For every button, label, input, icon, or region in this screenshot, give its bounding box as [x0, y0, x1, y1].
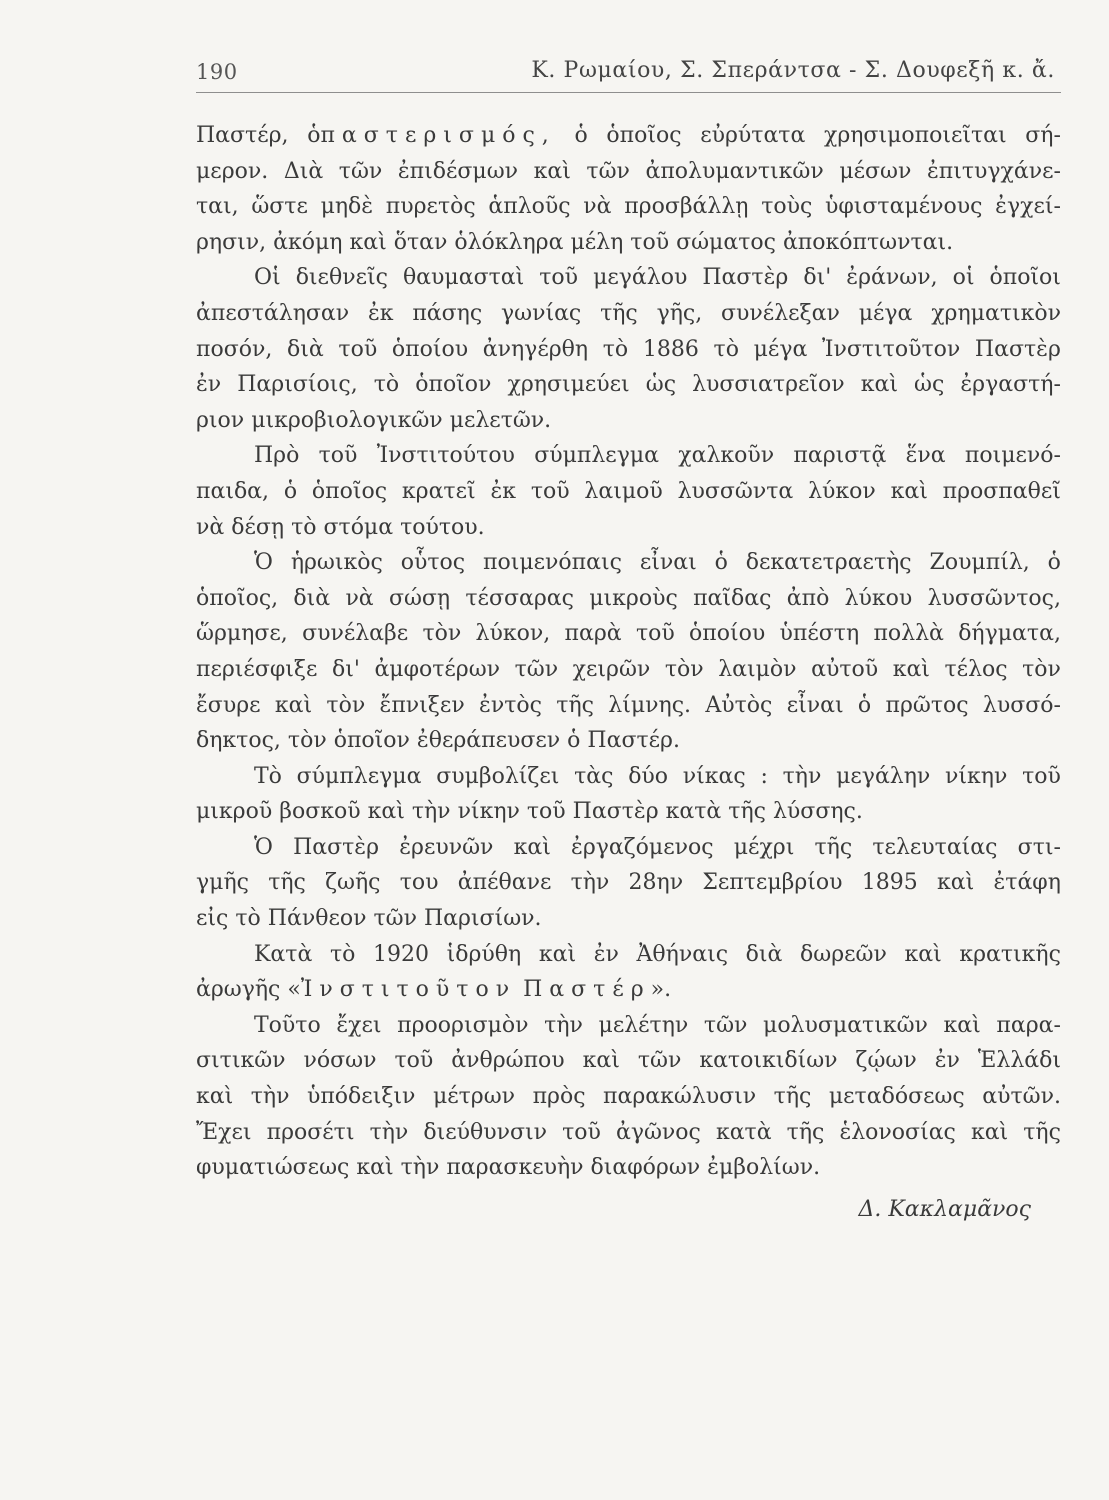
- text-line: ὁποῖος, διὰ νὰ σώσῃ τέσσαρας μικροὺς παῖδας ἀπὸ λύκου λυσσῶντος,: [196, 585, 1061, 611]
- text-line: ρησιν, ἀκόμη καὶ ὅταν ὁλόκληρα μέλη τοῦ σώματος ἀποκόπτωνται.: [196, 229, 954, 255]
- text-line: ται, ὥστε μηδὲ πυρετὸς ἁπλοῦς νὰ προσβάλλῃ τοὺς ὑφισταμένους ἐγχεί-: [196, 194, 1061, 220]
- text-line: ποσόν, διὰ τοῦ ὁποίου ἀνηγέρθη τὸ 1886 τὸ μέγα Ἰνστιτοῦτον Παστὲρ: [196, 336, 1061, 362]
- text-line: Πρὸ τοῦ Ἰνστιτούτου σύμπλεγμα χαλκοῦν παριστᾷ ἕνα ποιμενό-: [254, 443, 1061, 469]
- text-line: ἐν Παρισίοις, τὸ ὁποῖον χρησιμεύει ὡς λυσσιατρεῖον καὶ ὡς ἐργαστή-: [196, 372, 1061, 398]
- text-line: Τὸ σύμπλεγμα συμβολίζει τὰς δύο νίκας : τὴν μεγάλην νίκην τοῦ: [254, 763, 1061, 789]
- body-text: [196, 118, 1061, 1230]
- text-line: εἰς τὸ Πάνθεον τῶν Παρισίων.: [196, 906, 542, 932]
- paragraph: [196, 438, 1061, 545]
- running-head: Κ. Ρωμαίου, Σ. Σπεράντσα - Σ. Δουφεξῆ κ. ἄ.: [531, 58, 1055, 83]
- text-line: ἀπεστάλησαν ἐκ πάσης γωνίας τῆς γῆς, συνέλεξαν μέγα χρηματικὸν: [196, 300, 1061, 326]
- text-line: δηκτος, τὸν ὁποῖον ἐθεράπευσεν ὁ Παστέρ.: [196, 728, 680, 754]
- text-line: φυματιώσεως καὶ τὴν παρασκευὴν διαφόρων ἐμβολίων.: [196, 1155, 821, 1181]
- text-line: Τοῦτο ἔχει προορισμὸν τὴν μελέτην τῶν μολυσματικῶν καὶ παρα-: [254, 1012, 1061, 1038]
- paragraph: [196, 118, 1061, 260]
- text-line: περιέσφιξε δι' ἀμφοτέρων τῶν χειρῶν τὸν λαιμὸν αὐτοῦ καὶ τέλος τὸν: [196, 656, 1061, 682]
- author-signature: Δ. Κακλαμᾶνος: [858, 1196, 1031, 1222]
- paragraph: [196, 937, 1061, 1008]
- text-line: παιδα, ὁ ὁποῖος κρατεῖ ἐκ τοῦ λαιμοῦ λυσσῶντα λύκον καὶ προσπαθεῖ: [196, 478, 1061, 504]
- text-line: Οἱ διεθνεῖς θαυμασταὶ τοῦ μεγάλου Παστὲρ δι' ἐράνων, οἱ ὁποῖοι: [254, 265, 1061, 291]
- text-line: Ὁ Παστὲρ ἐρευνῶν καὶ ἐργαζόμενος μέχρι τῆς τελευταίας στι-: [254, 834, 1061, 860]
- paragraph: [196, 1008, 1061, 1186]
- text-line: ὥρμησε, συνέλαβε τὸν λύκον, παρὰ τοῦ ὁποίου ὑπέστη πολλὰ δήγματα,: [196, 621, 1061, 647]
- text-line: ἀρωγῆς «Ἰνστιτοῦτον Παστέρ».: [196, 977, 672, 1003]
- paragraph: [196, 545, 1061, 759]
- text-line: γμῆς τῆς ζωῆς του ἀπέθανε τὴν 28ην Σεπτεμβρίου 1895 καὶ ἐτάφη: [196, 870, 1061, 896]
- text-line: καὶ τὴν ὑπόδειξιν μέτρων πρὸς παρακώλυσιν τῆς μεταδόσεως αὐτῶν.: [196, 1084, 1061, 1110]
- paragraph: [196, 260, 1061, 438]
- text-line: Κατὰ τὸ 1920 ἱδρύθη καὶ ἐν Ἀθήναις διὰ δωρεῶν καὶ κρατικῆς: [254, 941, 1061, 967]
- paragraph: [196, 759, 1061, 830]
- paragraph: [196, 830, 1061, 937]
- text-line: ἔσυρε καὶ τὸν ἔπνιξεν ἐντὸς τῆς λίμνης. Αὐτὸς εἶναι ὁ πρῶτος λυσσό-: [196, 692, 1061, 718]
- text-line: Ὁ ἡρωικὸς οὗτος ποιμενόπαις εἶναι ὁ δεκατετραετὴς Ζουμπίλ, ὁ: [254, 550, 1061, 576]
- page-number: 190: [196, 60, 238, 84]
- page-header: [196, 58, 1061, 93]
- text-line: Ἔχει προσέτι τὴν διεύθυνσιν τοῦ ἀγῶνος κατὰ τῆς ἑλονοσίας καὶ τῆς: [196, 1119, 1061, 1145]
- text-line: σιτικῶν νόσων τοῦ ἀνθρώπου καὶ τῶν κατοικιδίων ζῴων ἐν Ἑλλάδι: [196, 1048, 1061, 1074]
- text-line: μερον. Διὰ τῶν ἐπιδέσμων καὶ τῶν ἀπολυμαντικῶν μέσων ἐπιτυγχάνε-: [196, 158, 1061, 184]
- text-line: μικροῦ βοσκοῦ καὶ τὴν νίκην τοῦ Παστὲρ κατὰ τῆς λύσσης.: [196, 799, 863, 825]
- text-line: Παστέρ, ὁπαστερισμός, ὁ ὁποῖος εὐρύτατα χρησιμοποιεῖται σή-: [196, 123, 1061, 148]
- text-line: ριον μικροβιολογικῶν μελετῶν.: [196, 407, 552, 433]
- text-line: νὰ δέσῃ τὸ στόμα τούτου.: [196, 514, 485, 540]
